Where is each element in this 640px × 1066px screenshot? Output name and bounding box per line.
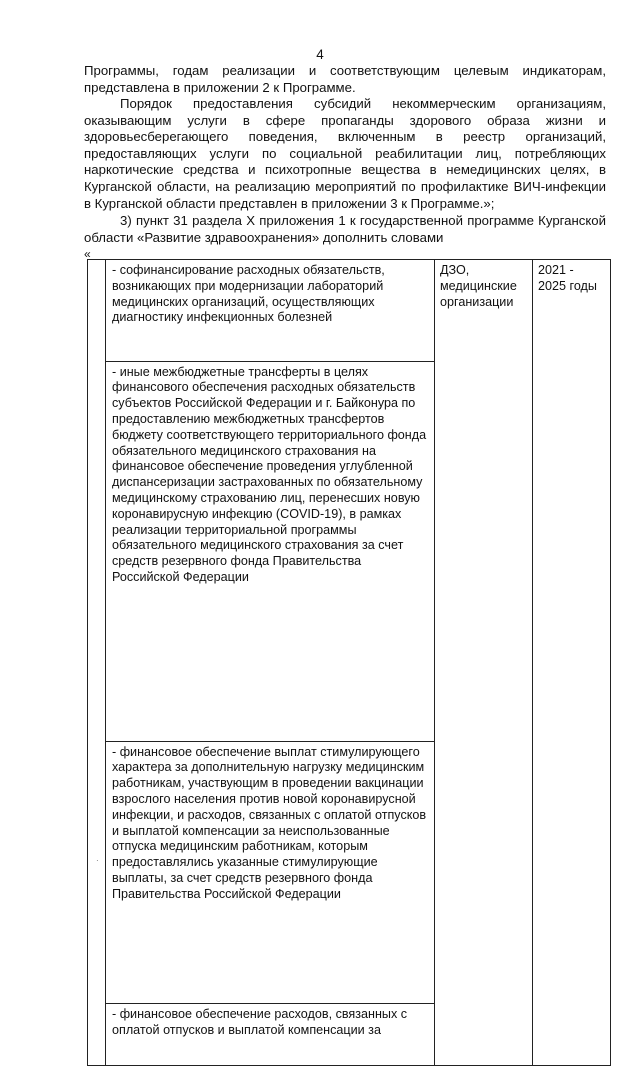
table-cell-measure: - финансовое обеспечение выплат стимулирующего характера за дополнительную нагрузку медицинским работникам, участвующим в проведении вакцинации взрослого населения против новой коронавирусной инфекции, и расходов, связанных с оплатой отпусков и выплатой компенсации за неиспользованные отпуска медицинским работникам, которым предоставлялись указанные стимулирующие выплаты, за счет средств резервного фонда Правительства Российской Федерации	[106, 741, 435, 1004]
paragraph-amendment-item-3: 3) пункт 31 раздела X приложения 1 к государственной программе Курганской области «Развитие здравоохранения» дополнить словами	[84, 213, 606, 245]
blank-column-cell	[88, 260, 106, 1066]
table-row	[88, 260, 611, 362]
table-cell-executor: ДЗО, медицинские организации	[435, 260, 533, 1066]
table-cell-measure: - финансовое обеспечение расходов, связанных с оплатой отпусков и выплатой компенсации за	[106, 1004, 435, 1066]
scan-speck: ·	[96, 856, 99, 865]
table-cell-measure: - иные межбюджетные трансферты в целях финансового обеспечения расходных обязательств субъектов Российской Федерации и г. Байконура по предоставлению межбюджетных трансфертов бюджету соответствующего территориального фонда обязательного медицинского страхования на финансовое обеспечение проведения углубленной диспансеризации застрахованных по обязательному медицинскому страхованию лиц, перенесших новую коронавирусную инфекцию (COVID-19), в рамках реализации территориальной программы обязательного медицинского страхования за счет средств резервного фонда Правительства Российской Федерации	[106, 361, 435, 741]
opening-quote: «	[84, 247, 91, 261]
paragraph-subsidy-procedure: Порядок предоставления субсидий некоммерческим организациям, оказывающим услуги в сфере пропаганды здорового образа жизни и здоровьесберегающего поведения, включенным в реестр организаций, предоставляющих услуги по социальной реабилитации лиц, потребляющих наркотические средства и психотропные вещества в немедицинских целях, в Курганской области, на реализацию мероприятий по профилактике ВИЧ-инфекции в Курганской области представлен в приложении 3 к Программе.»;	[84, 96, 606, 211]
table-cell-measure: - софинансирование расходных обязательств, возникающих при модернизации лабораторий медицинских организаций, осуществляющих диагностику инфекционных болезней	[106, 260, 435, 362]
paragraph-programme-tail: Программы, годам реализации и соответствующим целевым индикаторам, представлена в приложении 2 к Программе.	[84, 63, 606, 95]
programme-table	[87, 259, 611, 1066]
table-cell-period: 2021 - 2025 годы	[533, 260, 611, 1066]
page-number: 4	[316, 47, 324, 62]
